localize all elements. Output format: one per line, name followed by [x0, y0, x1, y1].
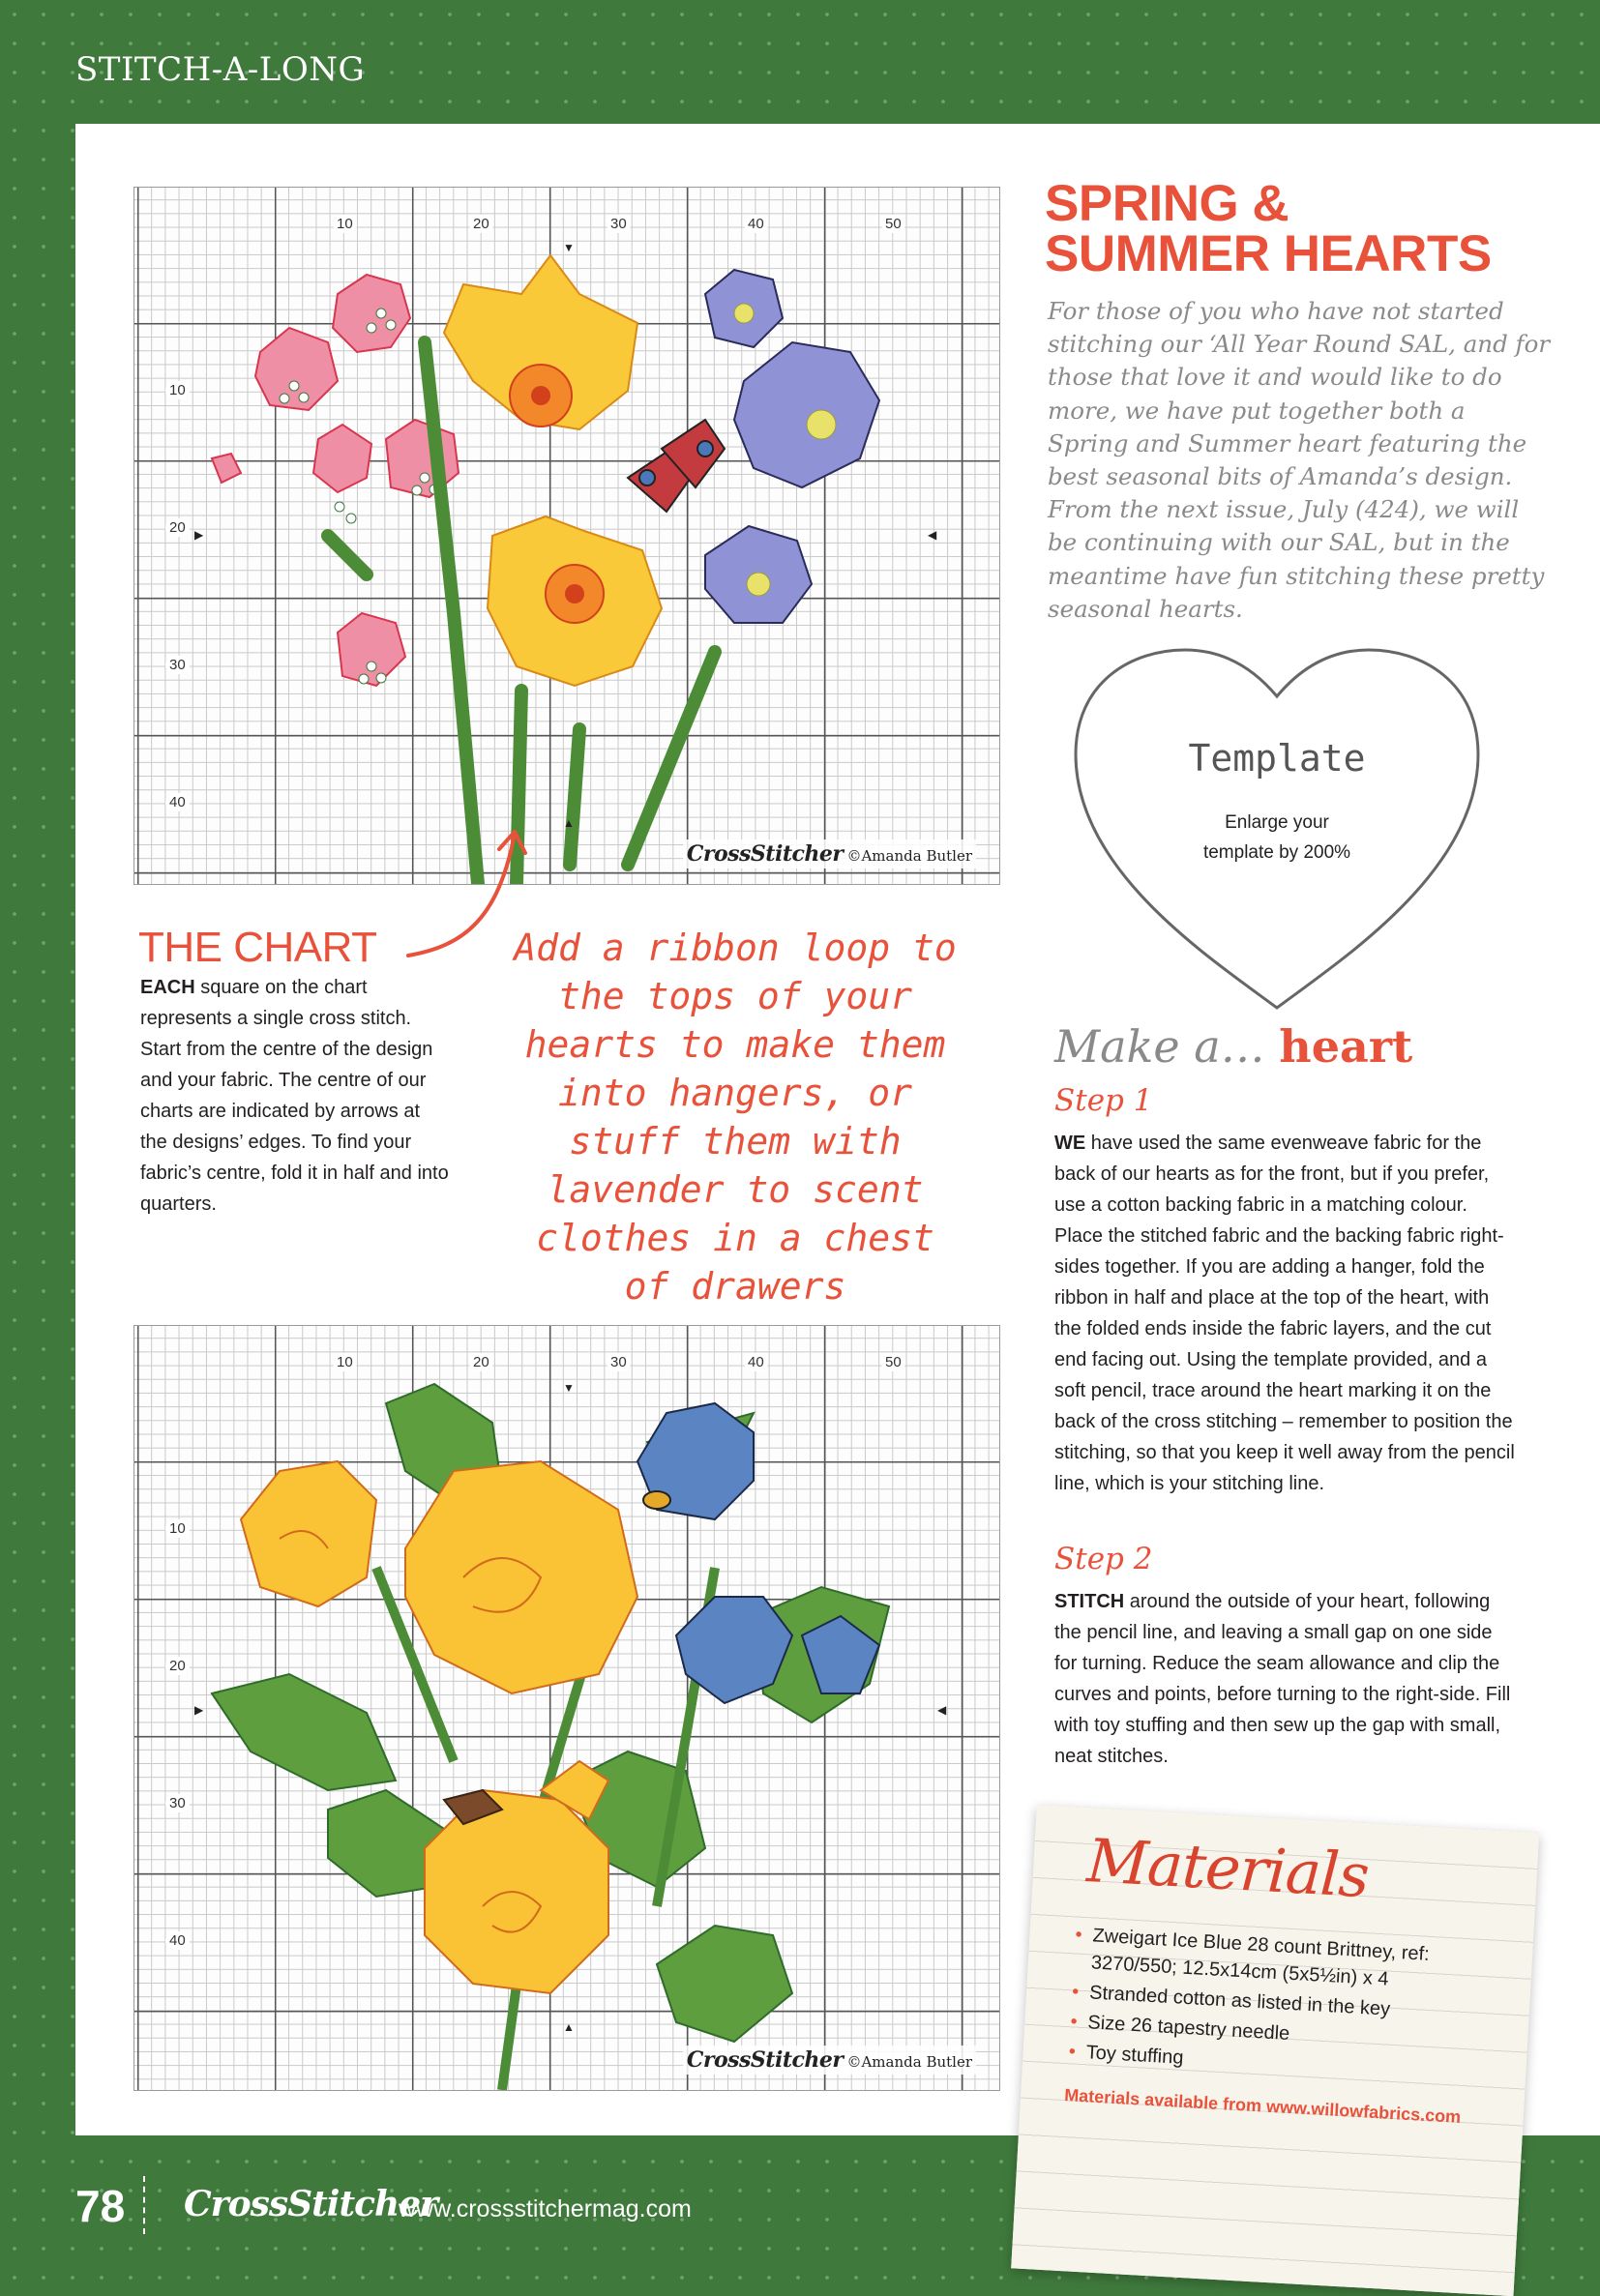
- x-tick: 20: [469, 215, 493, 233]
- centre-arrow-bottom: ▲: [563, 2020, 575, 2034]
- step1-body: have used the same evenweave fabric for the back of our hearts as for the front, but if you prefer, use a cotton backing fabric in a matching colour. Place the stitched fabric and the backing fabric right-sides together. If you are adding a hanger, fold the ribbon in half and place at the top of the heart, with the folded ends inside the fabric layers, and the cut end facing out. Using the template provided, and a soft pencil, trace around the heart marking it on the back of the cross stitching – remember to position the stitching, so that you keep it well away from the pencil line, which is your stitching line.: [1054, 1133, 1515, 1494]
- the-chart-heading: THE CHART: [138, 924, 377, 971]
- make-heading-word: heart: [1279, 1020, 1413, 1073]
- x-tick: 10: [333, 215, 357, 233]
- template-line-2: template by 200%: [1202, 842, 1351, 863]
- centre-arrow-top: ▼: [563, 241, 575, 254]
- materials-title: Materials: [1084, 1825, 1371, 1912]
- step2-heading: Step 2: [1054, 1542, 1153, 1576]
- materials-list: [1066, 1921, 1499, 2091]
- title-line-1: SPRING &: [1045, 175, 1289, 232]
- title-line-2: SUMMER HEARTS: [1045, 225, 1492, 282]
- summer-chart: [133, 1325, 1000, 2091]
- x-tick: 40: [744, 215, 768, 233]
- handwritten-note: Add a ribbon loop to the tops of your hearts to make them into hangers, or stuff them with lavender to scent clothes in a chest of drawers: [514, 927, 957, 1308]
- make-heading: [1054, 1020, 1412, 1073]
- y-tick: 20: [165, 518, 190, 537]
- y-tick: 30: [165, 1794, 190, 1812]
- x-tick: 50: [881, 1353, 905, 1371]
- materials-source-link[interactable]: Materials available from www.willowfabrics.com: [1063, 2085, 1462, 2127]
- step1-heading: Step 1: [1054, 1083, 1153, 1118]
- spring-chart: [133, 187, 1000, 885]
- materials-item: • Zweigart Ice Blue 28 count Brittney, ref: 3270/550; 12.5x14cm (5x5½in) x 4: [1071, 1921, 1498, 1998]
- crossstitcher-logo: CrossStitcher: [686, 2047, 844, 2073]
- x-tick: 30: [607, 1353, 631, 1371]
- section-label: STITCH-A-LONG: [75, 50, 366, 89]
- summer-flowers-illustration: [134, 1326, 999, 2090]
- step1-text: [1054, 1128, 1517, 1499]
- materials-item: • Toy stuffing: [1066, 2038, 1493, 2089]
- make-heading-prefix: Make a…: [1054, 1020, 1265, 1073]
- materials-card: [1011, 1805, 1539, 2296]
- y-tick: 20: [165, 1657, 190, 1675]
- heart-template: [1064, 638, 1490, 1016]
- y-tick: 10: [165, 1519, 190, 1538]
- y-tick: 40: [165, 1931, 190, 1950]
- centre-arrow-right: ◀: [928, 528, 937, 542]
- x-tick: 40: [744, 1353, 768, 1371]
- footer-url[interactable]: www.crossstitchermag.com: [399, 2195, 692, 2222]
- centre-arrow-left: ▶: [194, 528, 204, 542]
- page-number: 78: [75, 2181, 126, 2231]
- chart-author: ©Amanda Butler: [846, 847, 972, 865]
- template-title: Template: [1188, 737, 1366, 780]
- centre-arrow-left: ▶: [194, 1703, 204, 1717]
- y-tick: 10: [165, 381, 190, 399]
- x-tick: 50: [881, 215, 905, 233]
- the-chart-text: [140, 972, 450, 1220]
- template-instructions: [1064, 808, 1490, 868]
- the-chart-lead: EACH: [140, 977, 195, 998]
- template-line-1: Enlarge your: [1225, 812, 1329, 833]
- y-tick: 40: [165, 793, 190, 811]
- y-tick: 30: [165, 656, 190, 674]
- step2-lead: STITCH: [1054, 1591, 1125, 1612]
- step1-lead: WE: [1054, 1133, 1086, 1154]
- x-tick: 30: [607, 215, 631, 233]
- spring-flowers-illustration: [134, 188, 999, 884]
- x-tick: 10: [333, 1353, 357, 1371]
- x-tick: 20: [469, 1353, 493, 1371]
- crossstitcher-logo: CrossStitcher: [686, 841, 844, 867]
- materials-item: • Stranded cotton as listed in the key: [1069, 1978, 1496, 2029]
- chart-author: ©Amanda Butler: [846, 2053, 972, 2071]
- footer-divider: [143, 2176, 147, 2234]
- the-chart-body: square on the chart represents a single cross stitch. Start from the centre of the design and your fabric. The centre of our charts are indicated by arrows at the designs’ edges. To find your fabric’s centre, fold it in half and into quarters.: [140, 977, 449, 1215]
- centre-arrow-right: ◀: [937, 1703, 947, 1717]
- materials-item: • Size 26 tapestry needle: [1068, 2008, 1495, 2059]
- page-title: [1045, 175, 1492, 282]
- intro-paragraph: For those of you who have not started stitching our ‘All Year Round SAL, and for those that love it and would like to do more, we have put together both a Spring and Summer heart featuring the best seasonal bits of Amanda’s design. From the next issue, July (424), we will be continuing with our SAL, but in the meantime have fun stitching these pretty seasonal hearts.: [1048, 297, 1551, 623]
- centre-arrow-bottom: ▲: [563, 816, 575, 830]
- chart-credit: [683, 2046, 976, 2075]
- step2-text: [1054, 1586, 1517, 1772]
- step2-body: around the outside of your heart, following the pencil line, and leaving a small gap on one side for turning. Reduce the seam allowance and clip the curves and points, before turning to the right-side. Fill with toy stuffing and then sew up the gap with small, neat stitches.: [1054, 1591, 1511, 1767]
- chart-credit: [683, 839, 976, 868]
- footer-logo: CrossStitcher: [184, 2184, 438, 2224]
- centre-arrow-top: ▼: [563, 1381, 575, 1395]
